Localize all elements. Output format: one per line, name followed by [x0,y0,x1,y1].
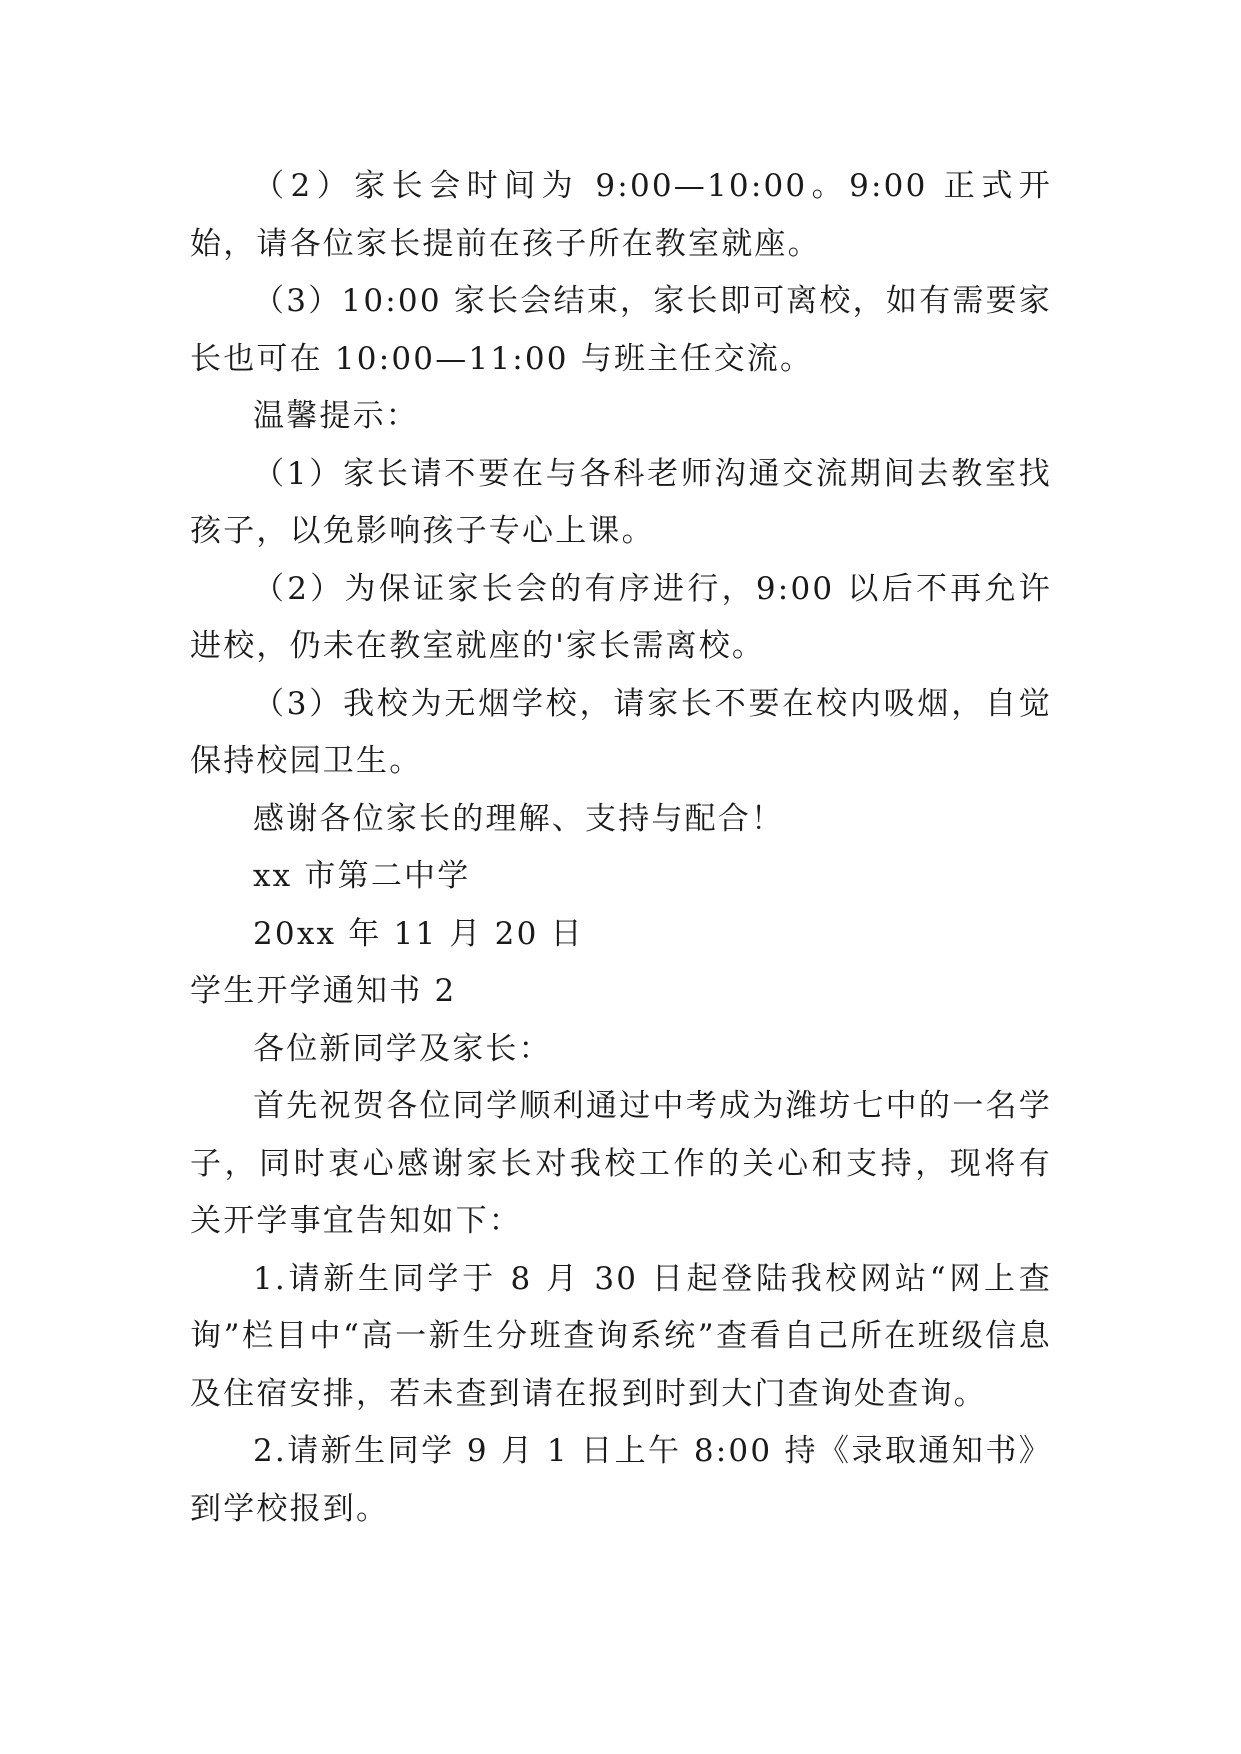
paragraph-tip-1: （1）家长请不要在与各科老师沟通交流期间去教室找孩子，以免影响孩子专心上课。 [190,455,1052,549]
paragraph-tip-2: （2）为保证家长会的有序进行，9:00 以后不再允许进校，仍未在教室就座的'家长需离校。 [190,570,1052,664]
paragraph-item-1: 1.请新生同学于 8 月 30 日起登陆我校网站“网上查询”栏目中“高一新生分班查询系统”查看自己所在班级信息及住宿安排，若未查到请在报到时到大门查询处查询。 [190,1260,1052,1412]
paragraph-item-2: 2.请新生同学 9 月 1 日上午 8:00 持《录取通知书》到学校报到。 [190,1433,1052,1527]
paragraph-tip-3: （3）我校为无烟学校，请家长不要在校内吸烟，自觉保持校园卫生。 [190,685,1052,779]
paragraph-signature-school: xx 市第二中学 [253,858,471,894]
section-title: 学生开学通知书 2 [190,973,457,1009]
paragraph-meeting-time: （2）家长会时间为 9:00—10:00。9:00 正式开始，请各位家长提前在孩子所在教室就座。 [190,168,1052,262]
paragraph-signature-date: 20xx 年 11 月 20 日 [253,915,584,952]
paragraph-thanks: 感谢各位家长的理解、支持与配合！ [253,800,785,837]
document-body [190,158,1052,1538]
paragraph-meeting-end: （3）10:00 家长会结束，家长即可离校，如有需要家长也可在 10:00—11:00 与班主任交流。 [190,283,1052,377]
paragraph-tips-heading: 温馨提示： [253,398,419,434]
paragraph-greeting: 各位新同学及家长： [253,1030,552,1067]
paragraph-intro: 首先祝贺各位同学顺利通过中考成为潍坊七中的一名学子，同时衷心感谢家长对我校工作的关心和支持，现将有关开学事宜告知如下： [190,1088,1052,1239]
